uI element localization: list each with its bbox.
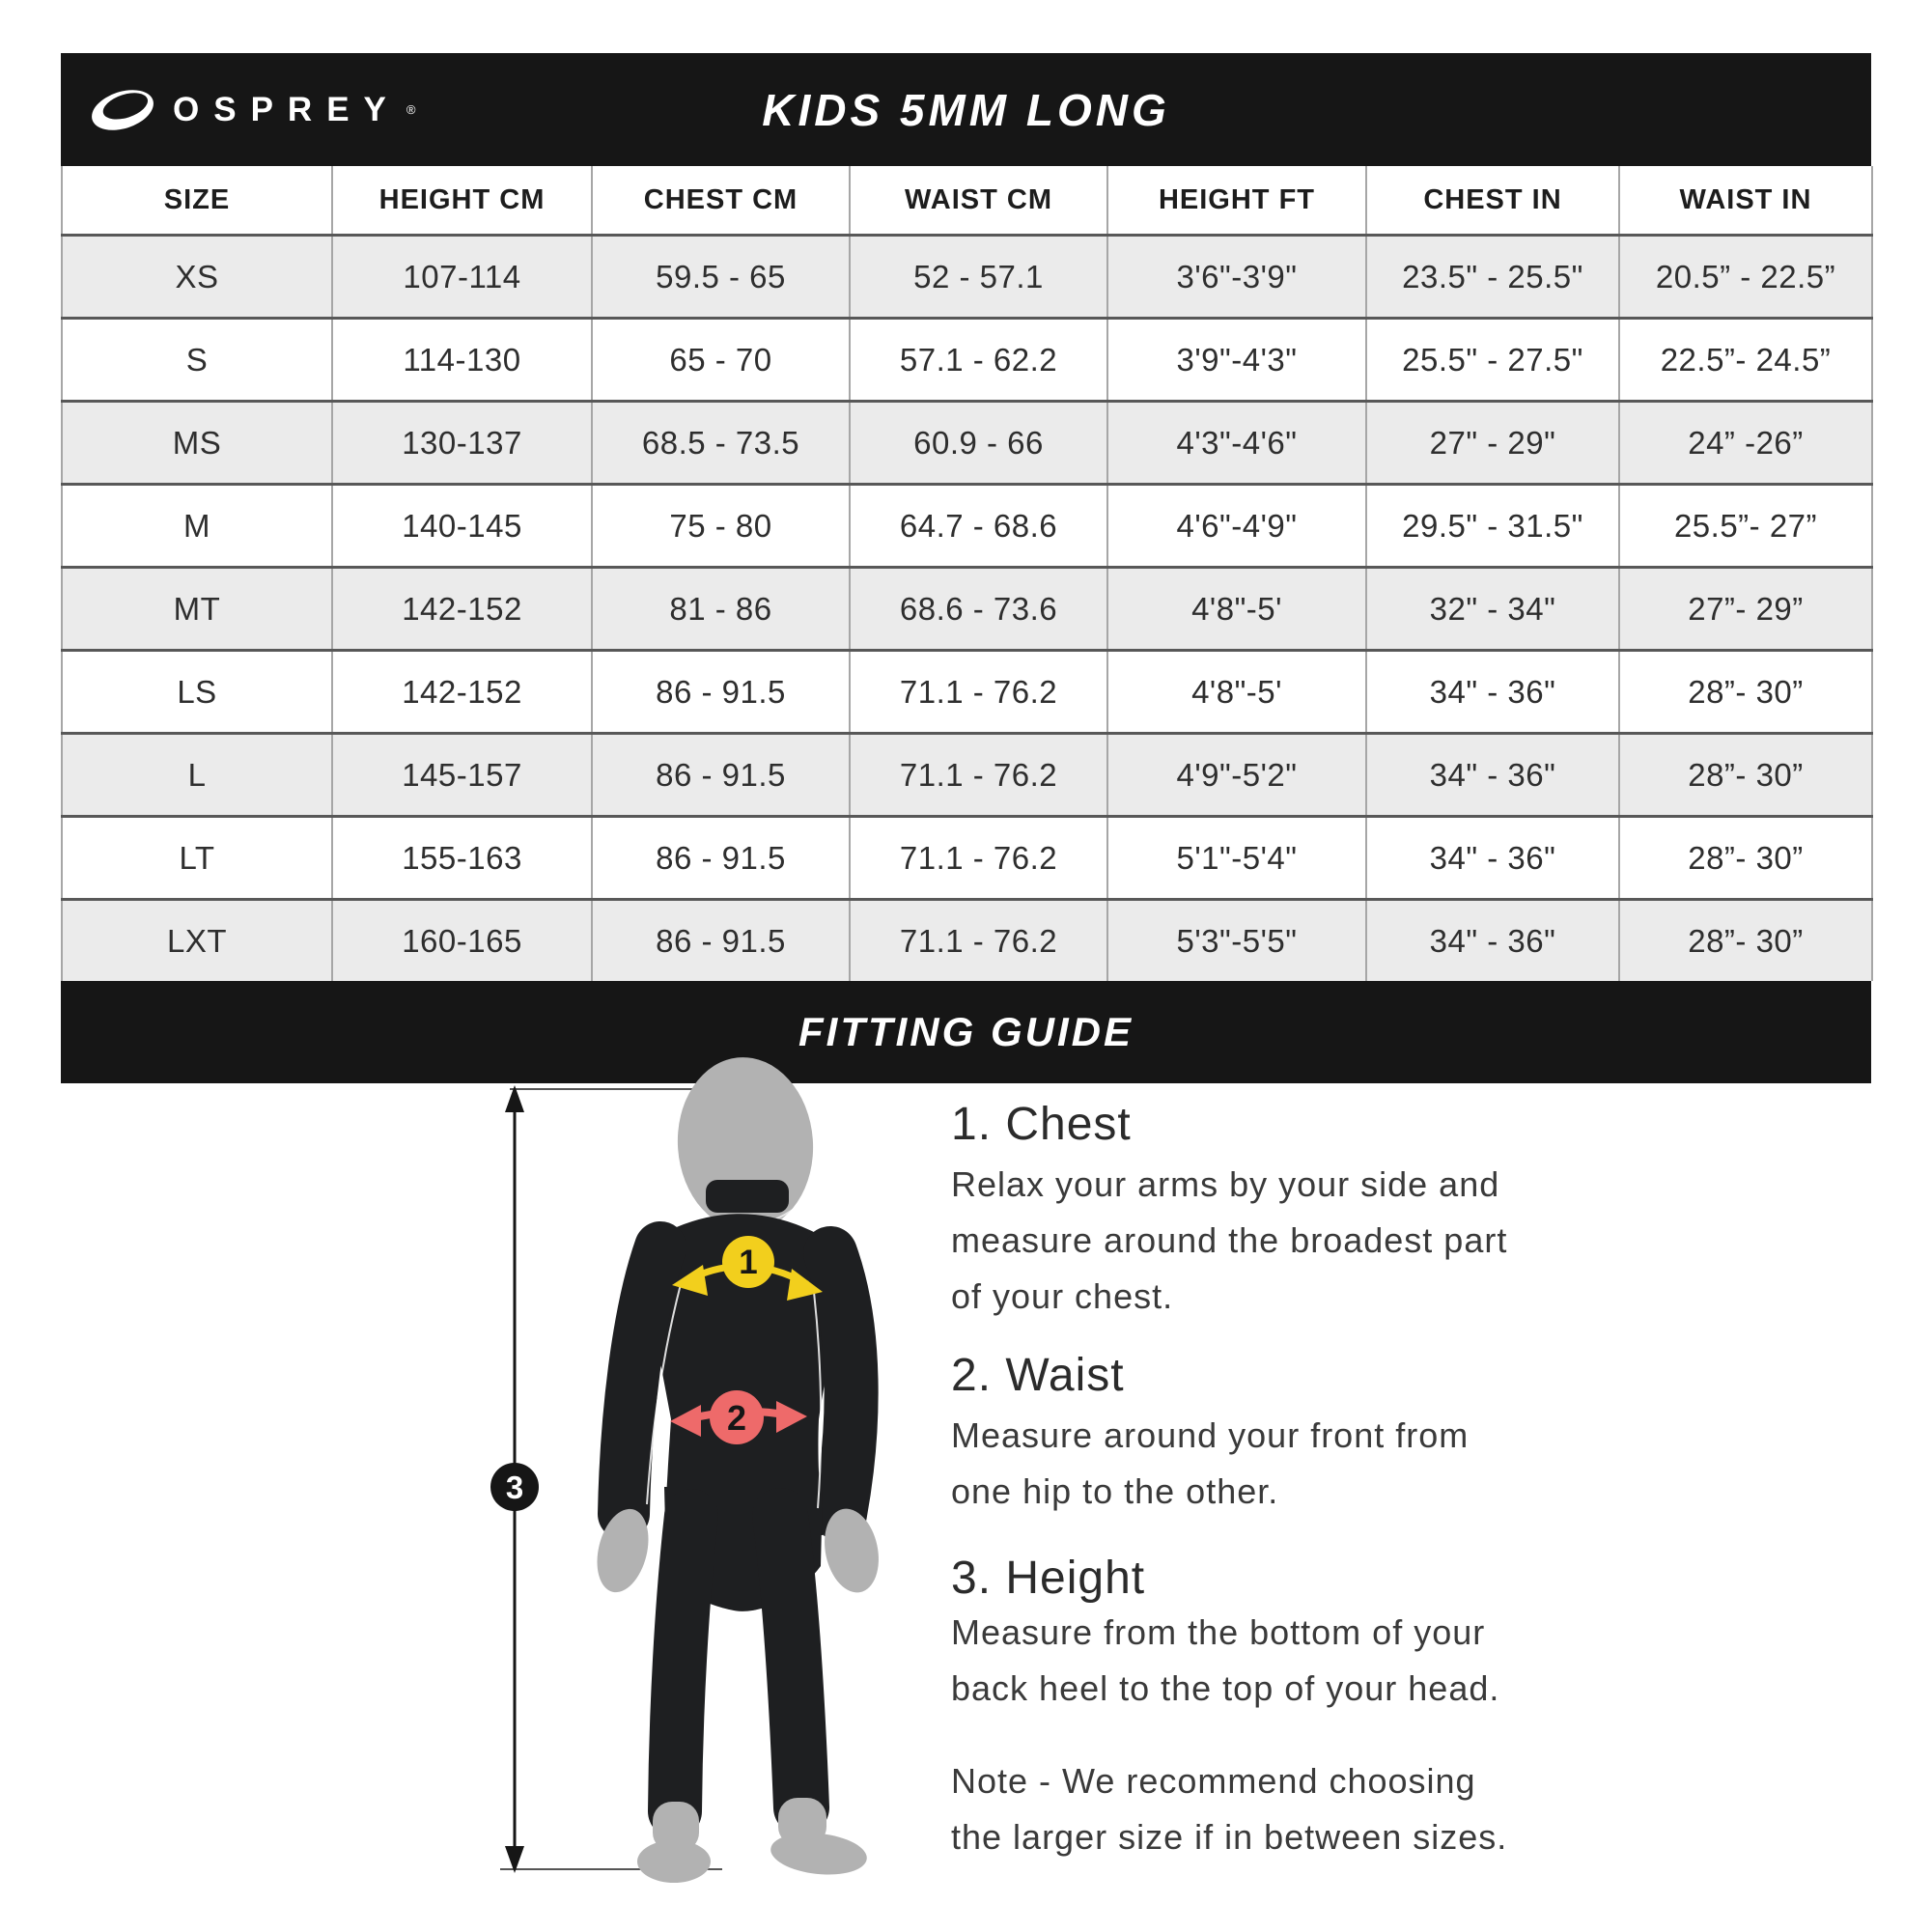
table-cell: 65 - 70 (592, 319, 850, 402)
table-cell: 22.5”- 24.5” (1619, 319, 1872, 402)
table-cell: 86 - 91.5 (592, 651, 850, 734)
column-header: CHEST IN (1366, 166, 1619, 236)
size-cell: MS (62, 402, 332, 485)
table-cell: 68.5 - 73.5 (592, 402, 850, 485)
svg-text:3: 3 (505, 1470, 524, 1505)
table-cell: 140-145 (332, 485, 592, 568)
size-cell: XS (62, 236, 332, 319)
brand-name: OSPREY (173, 90, 401, 128)
table-cell: 28”- 30” (1619, 900, 1872, 982)
section-heading-height: 3. Height (951, 1553, 1146, 1604)
table-cell: 86 - 91.5 (592, 900, 850, 982)
svg-text:2: 2 (726, 1398, 747, 1438)
table-row (62, 485, 1872, 568)
table-cell: 107-114 (332, 236, 592, 319)
left-leg (675, 1516, 691, 1811)
section-heading-chest: 1. Chest (951, 1099, 1132, 1150)
table-cell: 3'6"-3'9" (1107, 236, 1366, 319)
table-cell: 32" - 34" (1366, 568, 1619, 651)
table-cell: 71.1 - 76.2 (850, 651, 1107, 734)
column-header: SIZE (62, 166, 332, 236)
section-text-height (951, 1605, 1499, 1717)
table-cell: 29.5" - 31.5" (1366, 485, 1619, 568)
column-header: WAIST CM (850, 166, 1107, 236)
table-cell: 160-165 (332, 900, 592, 982)
note-line: Note - We recommend choosing (951, 1761, 1476, 1801)
table-cell: 86 - 91.5 (592, 817, 850, 900)
sheet-title: KIDS 5MM LONG (762, 84, 1170, 135)
table-cell: 130-137 (332, 402, 592, 485)
table-cell: 71.1 - 76.2 (850, 900, 1107, 982)
svg-text:1: 1 (739, 1244, 758, 1281)
banner-title: FITTING GUIDE (798, 1009, 1134, 1054)
table-row (62, 651, 1872, 734)
size-sheet (61, 53, 1871, 1083)
table-cell: 5'3"-5'5" (1107, 900, 1366, 982)
table-cell: 4'3"-4'6" (1107, 402, 1366, 485)
table-cell: 34" - 36" (1366, 900, 1619, 982)
table-cell: 34" - 36" (1366, 734, 1619, 817)
table-cell: 28”- 30” (1619, 734, 1872, 817)
table-cell: 52 - 57.1 (850, 236, 1107, 319)
column-header: CHEST CM (592, 166, 850, 236)
table-cell: 25.5" - 27.5" (1366, 319, 1619, 402)
table-cell: 71.1 - 76.2 (850, 734, 1107, 817)
section-text-line: Measure around your front from (951, 1415, 1470, 1455)
table-cell: 145-157 (332, 734, 592, 817)
table-cell: 4'8"-5' (1107, 651, 1366, 734)
table-cell: 86 - 91.5 (592, 734, 850, 817)
table-cell: 71.1 - 76.2 (850, 817, 1107, 900)
left-arm (624, 1247, 660, 1514)
size-cell: LT (179, 839, 215, 876)
table-cell: 27" - 29" (1366, 402, 1619, 485)
section-text-chest (951, 1157, 1507, 1325)
table-cell: 68.6 - 73.6 (850, 568, 1107, 651)
table-cell: 81 - 86 (592, 568, 850, 651)
right-leg (780, 1516, 801, 1807)
section-text-line: Relax your arms by your side and (951, 1164, 1500, 1204)
note-text (951, 1753, 1507, 1865)
section-heading-waist: 2. Waist (951, 1350, 1125, 1401)
table-row (62, 900, 1872, 982)
size-cell: LXT (62, 900, 332, 982)
section-text-line: of your chest. (951, 1276, 1174, 1316)
table-cell: 3'9"-4'3" (1107, 319, 1366, 402)
table-row (62, 319, 1872, 402)
table-cell: 4'8"-5' (1107, 568, 1366, 651)
table-cell: 25.5”- 27” (1619, 485, 1872, 568)
size-cell: MT (62, 568, 332, 651)
table-cell: 28”- 30” (1619, 651, 1872, 734)
section-text-line: Measure from the bottom of your (951, 1612, 1486, 1652)
brand-logo (88, 53, 415, 166)
section-text-line: measure around the broadest part (951, 1220, 1508, 1260)
size-cell: LS (177, 673, 217, 710)
table-cell: 23.5" - 25.5" (1366, 236, 1619, 319)
table-row (62, 236, 1872, 319)
size-cell: M (183, 507, 210, 544)
table-cell: 20.5” - 22.5” (1619, 236, 1872, 319)
osprey-swoosh-icon (88, 87, 157, 133)
table-cell: 4'9"-5'2" (1107, 734, 1366, 817)
table-cell: 59.5 - 65 (592, 236, 850, 319)
table-cell: 34" - 36" (1366, 817, 1619, 900)
table-row (62, 734, 1872, 817)
right-arm (830, 1253, 852, 1514)
size-cell: S (185, 341, 209, 378)
height-marker-badge (490, 1463, 539, 1511)
table-cell: 142-152 (332, 568, 592, 651)
person-figure (386, 1048, 985, 1932)
size-table (61, 166, 1873, 981)
section-text-line: back heel to the top of your head. (951, 1668, 1500, 1708)
table-cell: 75 - 80 (592, 485, 850, 568)
table-cell: 60.9 - 66 (850, 402, 1107, 485)
table-row (62, 568, 1872, 651)
table-cell: 64.7 - 68.6 (850, 485, 1107, 568)
table-cell: 4'6"-4'9" (1107, 485, 1366, 568)
title-bar (61, 53, 1871, 166)
table-cell: 5'1"-5'4" (1107, 817, 1366, 900)
table-cell: 114-130 (332, 319, 592, 402)
table-row (62, 402, 1872, 485)
section-text-line: one hip to the other. (951, 1471, 1279, 1511)
table-row (62, 817, 1872, 900)
registered-mark: ® (406, 102, 416, 117)
table-cell: 24” -26” (1619, 402, 1872, 485)
header-row (62, 166, 1872, 236)
size-cell: L (62, 734, 332, 817)
table-cell: 28”- 30” (1619, 817, 1872, 900)
section-text-waist (951, 1408, 1469, 1520)
table-cell: 142-152 (332, 651, 592, 734)
table-cell: 27”- 29” (1619, 568, 1872, 651)
table-cell: 155-163 (332, 817, 592, 900)
column-header: HEIGHT FT (1107, 166, 1366, 236)
column-header: HEIGHT CM (332, 166, 592, 236)
table-cell: 34" - 36" (1366, 651, 1619, 734)
table-cell: 57.1 - 62.2 (850, 319, 1107, 402)
column-header: WAIST IN (1619, 166, 1872, 236)
note-line: the larger size if in between sizes. (951, 1817, 1508, 1857)
